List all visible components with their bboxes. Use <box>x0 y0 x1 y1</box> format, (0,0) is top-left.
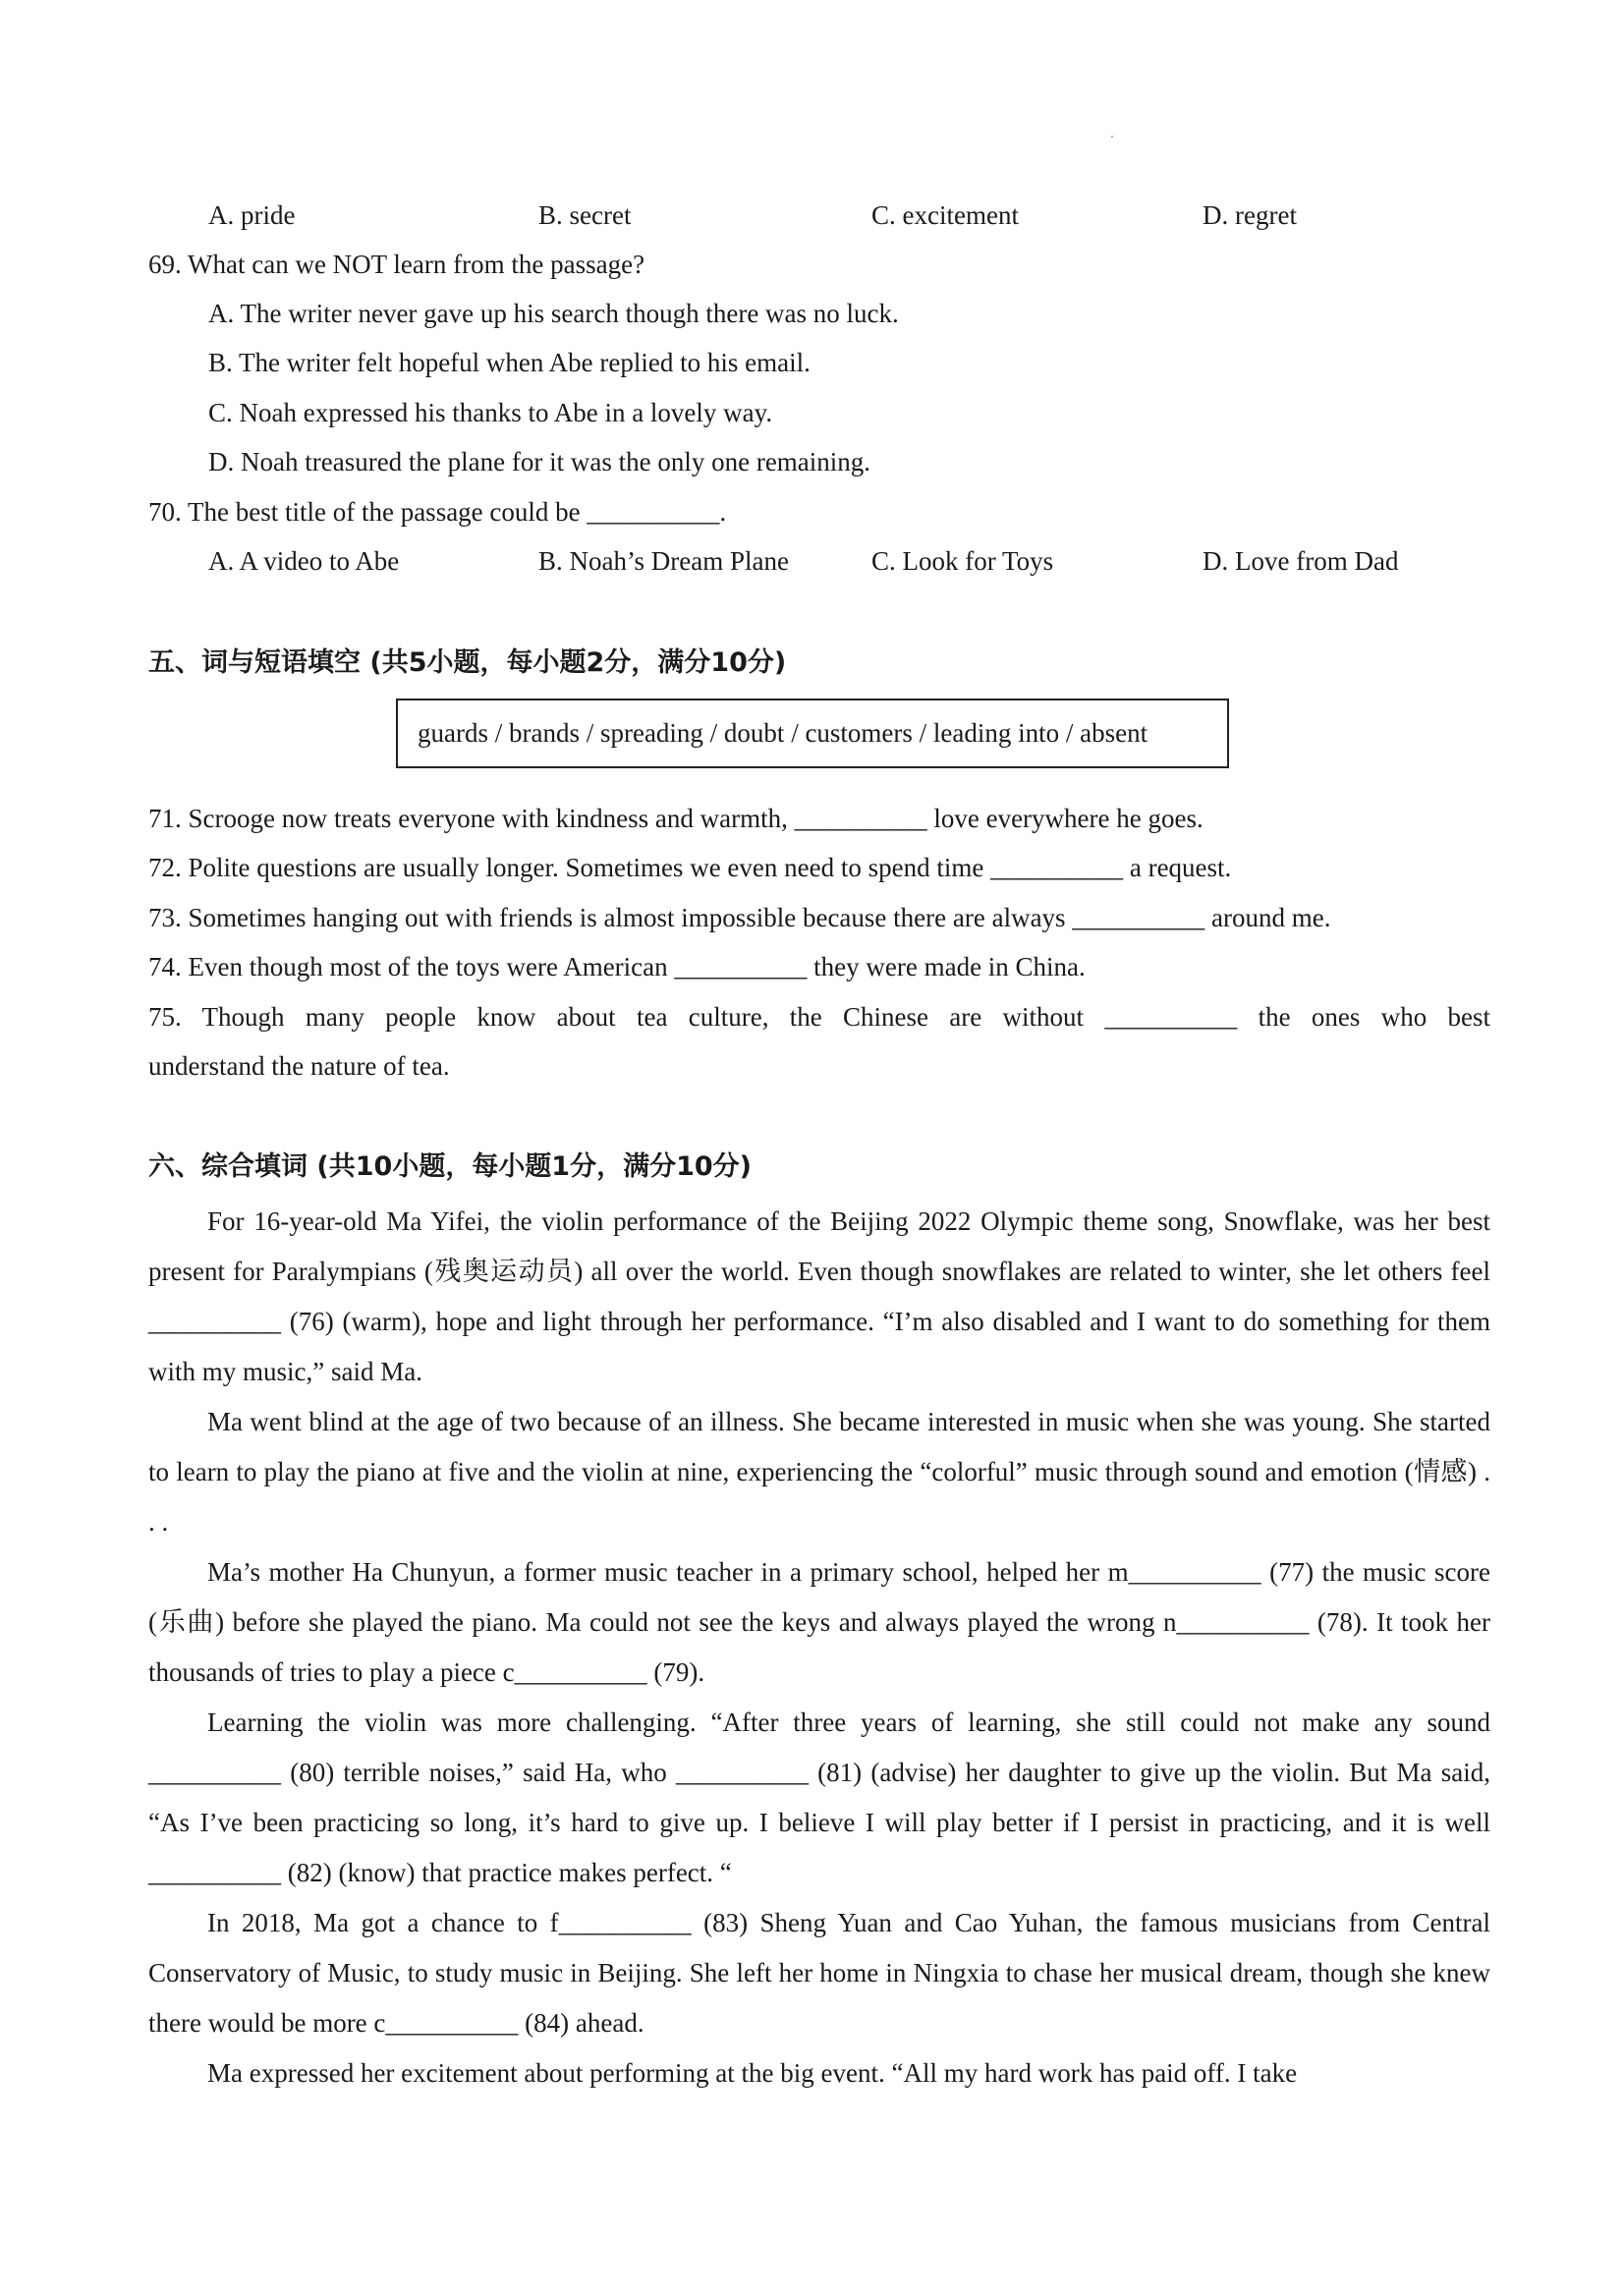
passage-paragraph-3: Ma’s mother Ha Chunyun, a former music teacher in a primary school, helped her m__________ (77) the music score (乐曲) before she played the piano. Ma could not see the keys and always played the wrong n__________ (78). It took her thousands of tries to play a piece c__________ (79). <box>148 1557 1490 1687</box>
word-bank-box: guards / brands / spreading / doubt / customers / leading into / absent <box>396 699 1229 768</box>
q69-option-a: A. The writer never gave up his search though there was no luck. <box>208 299 899 328</box>
section-5-heading: 五、词与短语填空 (共5小题，每小题2分，满分10分) <box>148 647 787 678</box>
q70-stem: 70. The best title of the passage could be __________. <box>148 497 727 527</box>
q75-line-2: understand the nature of tea. <box>148 1051 450 1081</box>
q68-options <box>208 197 1485 233</box>
option-d: D. regret <box>1203 200 1297 230</box>
option-a: A. A video to Abe <box>208 546 400 576</box>
passage-paragraph-5: In 2018, Ma got a chance to f__________ (83) Sheng Yuan and Cao Yuhan, the famous musicians from Central Conservatory of Music, to study music in Beijing. She left her home in Ningxia to chase her musical dream, though she knew there would be more c__________ (84) ahead. <box>148 1908 1490 2038</box>
q69-option-b: B. The writer felt hopeful when Abe replied to his email. <box>208 348 811 377</box>
option-c: C. Look for Toys <box>871 546 1054 576</box>
option-c: C. excitement <box>871 200 1019 230</box>
passage-paragraph-4: Learning the violin was more challenging. “After three years of learning, she still could not make any sound __________ (80) terrible noises,” said Ha, who __________ (81) (advise) her daughter to give up the violin. But Ma said, “As I’ve been practicing so long, it’s hard to give up. I believe I will play better if I persist in practicing, and it is well __________ (82) (know) that practice makes perfect. “ <box>148 1708 1490 1887</box>
q72: 72. Polite questions are usually longer. Sometimes we even need to spend time __________ a request. <box>148 853 1232 882</box>
option-a: A. pride <box>208 200 296 230</box>
q70-options <box>208 543 1485 579</box>
q69-option-d: D. Noah treasured the plane for it was the only one remaining. <box>208 447 871 476</box>
q69-option-c: C. Noah expressed his thanks to Abe in a lovely way. <box>208 398 773 427</box>
q74: 74. Even though most of the toys were American __________ they were made in China. <box>148 952 1086 981</box>
option-b: B. Noah’s Dream Plane <box>538 546 789 576</box>
passage-paragraph-2: Ma went blind at the age of two because of an illness. She became interested in music when she was young. She started to learn to play the piano at five and the violin at nine, experiencing the “colorful” music through sound and emotion (情感) . . . <box>148 1407 1490 1537</box>
passage-paragraph-6: Ma expressed her excitement about performing at the big event. “All my hard work has paid off. I take <box>207 2058 1298 2088</box>
option-d: D. Love from Dad <box>1203 546 1399 576</box>
scan-dot <box>1111 136 1113 138</box>
section-6-heading: 六、综合填词 (共10小题，每小题1分，满分10分) <box>148 1151 753 1182</box>
passage-paragraph-1: For 16-year-old Ma Yifei, the violin performance of the Beijing 2022 Olympic theme song, Snowflake, was her best present for Paralympians (残奥运动员) all over the world. Even though snowflakes are related to winter, she let others feel __________ (76) (warm), hope and light through her performance. “I’m also disabled and I want to do something for them with my music,” said Ma. <box>148 1206 1490 1386</box>
option-b: B. secret <box>538 200 632 230</box>
q71: 71. Scrooge now treats everyone with kindness and warmth, __________ love everywhere he goes. <box>148 804 1203 833</box>
q75-line-1: 75. Though many people know about tea culture, the Chinese are without __________ the ones who best <box>148 1002 1490 1032</box>
q73: 73. Sometimes hanging out with friends is almost impossible because there are always __________ around me. <box>148 903 1331 932</box>
q69-stem: 69. What can we NOT learn from the passage? <box>148 250 645 279</box>
